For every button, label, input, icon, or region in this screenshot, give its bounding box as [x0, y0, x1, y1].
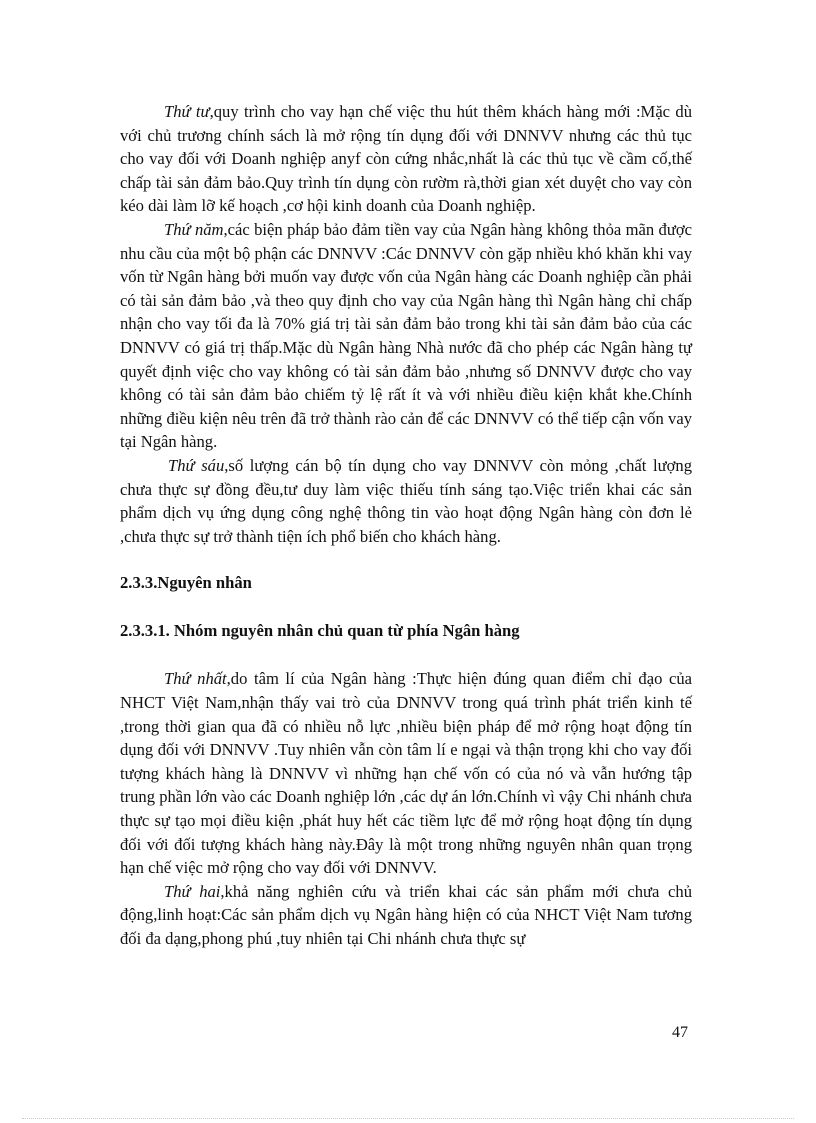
section-heading-2-3-3-1: 2.3.3.1. Nhóm nguyên nhân chủ quan từ phía Ngân hàng [120, 620, 520, 640]
paragraph-body: ,khả năng nghiên cứu và triển khai các sản phẩm mới chưa chủ động,linh hoạt:Các sản phẩm dịch vụ Ngân hàng hiện có của NHCT Việt Nam tương đối đa dạng,phong phú ,tuy nhiên tại Chi nhánh chưa thực sự [120, 881, 692, 948]
paragraph-thu-nam [120, 218, 692, 454]
paragraph-lead: Thứ sáu [168, 455, 225, 475]
paragraph-thu-nhat [120, 667, 692, 879]
page-content [120, 100, 692, 951]
spacer [120, 595, 692, 619]
section-heading-2-3-3: 2.3.3.Nguyên nhân [120, 573, 252, 593]
paragraph-lead: Thứ nhất [164, 669, 227, 689]
page-bottom-divider [22, 1118, 794, 1119]
paragraph-body: ,do tâm lí của Ngân hàng :Thực hiện đúng quan điểm chỉ đạo của NHCT Việt Nam,nhận thấy vai trò của DNNVV trong quá trình phát triển kinh tế ,trong thời gian qua đã có nhiều nỗ lực ,nhiều biện pháp để mở rộng hoạt động tín dụng đối với DNNVV .Tuy nhiên vẫn còn tâm lí e ngại và thận trọng khi cho vay đối tượng khách hàng là DNNVV vì những hạn chế vốn có của nó và vẫn hướng tập trung phần lớn vào các Doanh nghiệp lớn ,các dự án lớn.Chính vì vậy Chi nhánh chưa thực sự tạo mọi điều kiện ,phát huy hết các tiềm lực để mở rộng hoạt động tín dụng đối với đối tượng khách hàng này.Đây là một trong những nguyên nhân quan trọng hạn chế việc mở rộng cho vay đối với DNNVV. [120, 669, 692, 878]
page-number: 47 [672, 1024, 688, 1041]
paragraph-body: ,số lượng cán bộ tín dụng cho vay DNNVV còn mỏng ,chất lượng chưa thực sự đồng đều,tư duy làm việc thiếu tính sáng tạo.Việc triển khai các sản phẩm dịch vụ ứng dụng công nghệ thông tin vào hoạt động Ngân hàng còn đơn lẻ ,chưa thực sự trở thành tiện ích phổ biến cho khách hàng. [120, 455, 692, 546]
paragraph-lead: Thứ hai [164, 881, 221, 901]
spacer [120, 642, 692, 667]
paragraph-thu-tu [120, 100, 692, 218]
paragraph-thu-hai [120, 880, 692, 951]
spacer [120, 548, 692, 571]
paragraph-lead: Thứ năm [164, 219, 224, 239]
paragraph-thu-sau [120, 454, 692, 548]
paragraph-body: ,các biện pháp bảo đảm tiền vay của Ngân hàng không thỏa mãn được nhu cầu của một bộ phận các DNNVV :Các DNNVV còn gặp nhiều khó khăn khi vay vốn từ Ngân hàng bởi muốn vay được vốn của Ngân hàng các Doanh nghiệp cần phải có tài sản đảm bảo ,và theo quy định cho vay của Ngân hàng thì Ngân hàng chỉ chấp nhận cho vay tối đa là 70% giá trị tài sản đảm bảo trong khi tài sản đảm bảo của các DNNVV có giá trị thấp.Mặc dù Ngân hàng Nhà nước đã cho phép các Ngân hàng tự quyết định việc cho vay không có tài sản đảm bảo ,nhưng số DNNVV được cho vay không có tài sản đảm bảo chiếm tỷ lệ rất ít và với nhiều điều kiện khắt khe.Chính những điều kiện nêu trên đã trở thành rào cản để các DNNVV có thể tiếp cận vốn vay tại Ngân hàng. [120, 219, 692, 452]
paragraph-body: ,quy trình cho vay hạn chế việc thu hút thêm khách hàng mới :Mặc dù với chủ trương chính sách là mở rộng tín dụng đối với DNNVV nhưng các thủ tục cho vay đối với Doanh nghiệp anyf còn cứng nhắc,nhất là các thủ tục về cầm cố,thế chấp tài sản đảm bảo.Quy trình tín dụng còn rườm rà,thời gian xét duyệt cho vay còn kéo dài làm lỡ kế hoạch ,cơ hội kinh doanh của Doanh nghiệp. [120, 102, 692, 216]
paragraph-lead: Thứ tư [164, 102, 210, 121]
